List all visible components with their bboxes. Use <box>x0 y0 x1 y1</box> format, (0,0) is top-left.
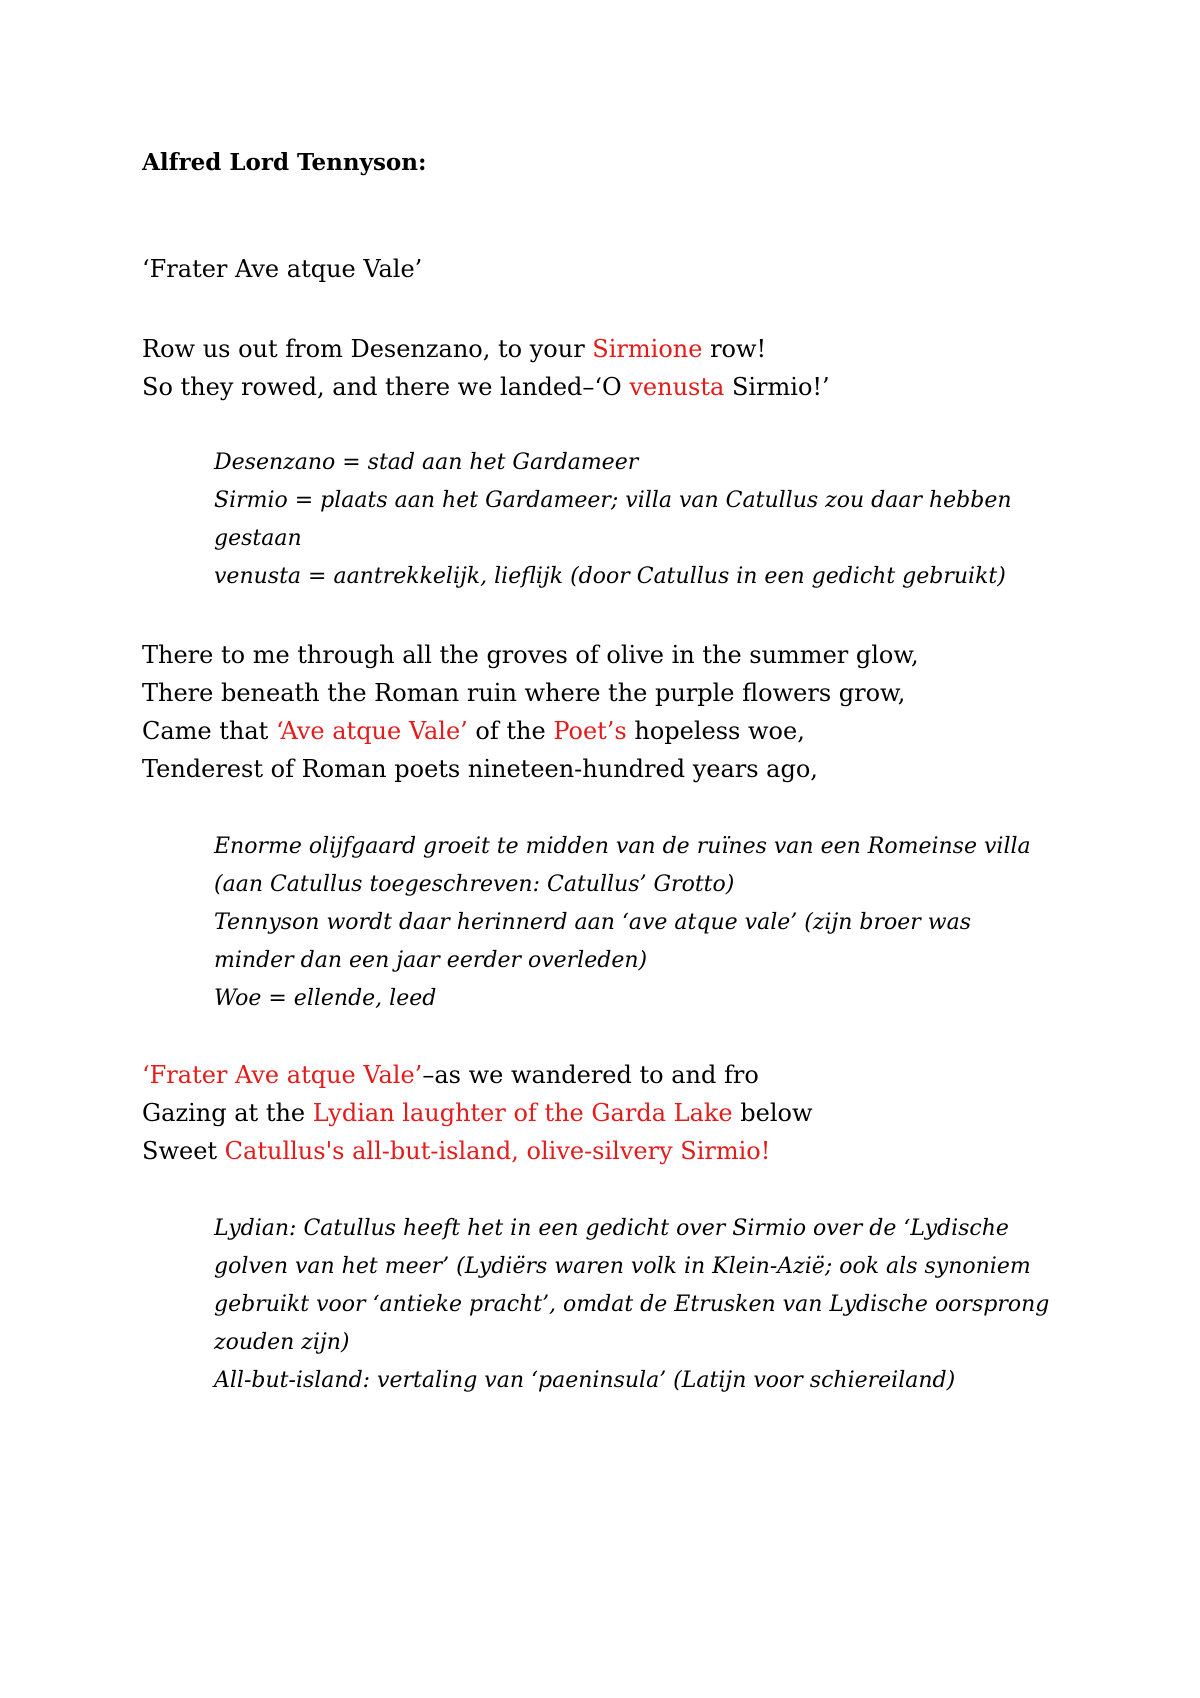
note-line: (aan Catullus toegeschreven: Catullus’ Grotto) <box>214 872 735 897</box>
notes-1 <box>214 444 1094 596</box>
notes-3 <box>214 1210 1094 1400</box>
note-line: Woe = ellende, leed <box>214 986 437 1011</box>
note-line: Lydian: Catullus heeft het in een gedicht over Sirmio over de ‘Lydische <box>214 1216 1009 1241</box>
stanza-1 <box>142 330 830 406</box>
note-line: Tennyson wordt daar herinnerd aan ‘ave atque vale’ (zijn broer was <box>214 910 972 935</box>
verse-line: There to me through all the groves of olive in the summer glow, <box>142 641 919 669</box>
highlight-sirmione: Sirmione <box>592 335 703 363</box>
stanza-3 <box>142 1056 813 1170</box>
highlight-catullus-sirmio: Catullus's all-but-island, olive-silvery Sirmio! <box>224 1137 771 1165</box>
notes-2 <box>214 828 1094 1018</box>
highlight-ave-atque-vale: ‘Ave atque Vale’ <box>275 717 468 745</box>
verse-line: Row us out from Desenzano, to your Sirmione row! <box>142 335 767 363</box>
author-heading: Alfred Lord Tennyson: <box>142 149 427 176</box>
verse-line: So they rowed, and there we landed–‘O venusta Sirmio!’ <box>142 373 830 401</box>
note-line: venusta = aantrekkelijk, lieflijk (door Catullus in een gedicht gebruikt) <box>214 564 1006 589</box>
poem-title: ‘Frater Ave atque Vale’ <box>142 255 423 283</box>
verse-line: Gazing at the Lydian laughter of the Garda Lake below <box>142 1099 813 1127</box>
note-line: All-but-island: vertaling van ‘paeninsula’ (Latijn voor schiereiland) <box>214 1368 956 1393</box>
note-line: Desenzano = stad aan het Gardameer <box>214 450 639 475</box>
highlight-poets: Poet’s <box>553 717 627 745</box>
verse-line: There beneath the Roman ruin where the purple flowers grow, <box>142 679 906 707</box>
highlight-frater-ave: ‘Frater Ave atque Vale’ <box>142 1061 423 1089</box>
highlight-venusta: venusta <box>629 373 725 401</box>
verse-line: Sweet Catullus's all-but-island, olive-silvery Sirmio! <box>142 1137 771 1165</box>
note-line: gebruikt voor ‘antieke pracht’, omdat de Etrusken van Lydische oorsprong <box>214 1292 1050 1317</box>
stanza-2 <box>142 636 919 788</box>
note-line: minder dan een jaar eerder overleden) <box>214 948 648 973</box>
highlight-lydian-laughter: Lydian laughter of the Garda Lake <box>312 1099 733 1127</box>
note-line: Sirmio = plaats aan het Gardameer; villa van Catullus zou daar hebben <box>214 488 1012 513</box>
note-line: Enorme olijfgaard groeit te midden van de ruïnes van een Romeinse villa <box>214 834 1031 859</box>
verse-line: Tenderest of Roman poets nineteen-hundred years ago, <box>142 755 818 783</box>
note-line: zouden zijn) <box>214 1330 350 1355</box>
note-line: gestaan <box>214 526 302 551</box>
verse-line: Came that ‘Ave atque Vale’ of the Poet’s hopeless woe, <box>142 717 805 745</box>
verse-line: ‘Frater Ave atque Vale’–as we wandered to and fro <box>142 1061 759 1089</box>
note-line: golven van het meer’ (Lydiërs waren volk in Klein-Azië; ook als synoniem <box>214 1254 1031 1279</box>
